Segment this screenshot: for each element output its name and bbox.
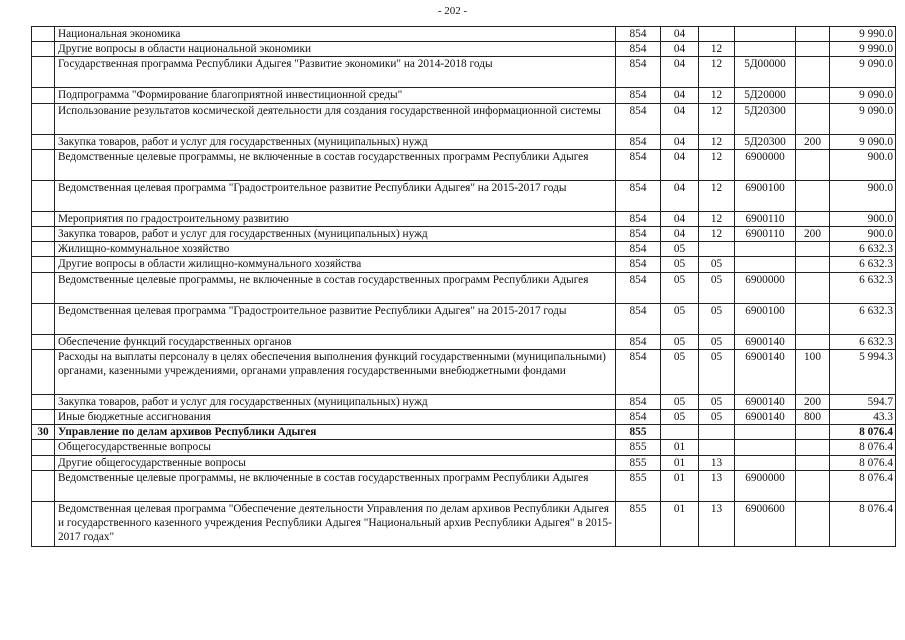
section-cell: 04	[661, 88, 699, 103]
amount-cell: 43.3	[830, 410, 896, 425]
amount-cell: 900.0	[830, 211, 896, 226]
amount-cell: 900.0	[830, 149, 896, 180]
ved-code-cell: 854	[616, 211, 661, 226]
ved-code-cell: 854	[616, 57, 661, 88]
ved-code-cell: 855	[616, 425, 661, 440]
table-row	[32, 440, 896, 455]
expense-type-cell	[796, 180, 830, 211]
subsection-cell: 05	[699, 349, 735, 394]
section-cell: 05	[661, 272, 699, 303]
expense-type-cell: 200	[796, 227, 830, 242]
table-row	[32, 470, 896, 501]
expense-type-cell	[796, 149, 830, 180]
name-cell: Другие вопросы в области жилищно-коммунального хозяйства	[55, 257, 616, 272]
ved-code-cell: 854	[616, 349, 661, 394]
target-article-cell: 5Д20300	[735, 103, 796, 134]
section-cell: 04	[661, 27, 699, 42]
section-cell: 05	[661, 410, 699, 425]
subsection-cell: 12	[699, 134, 735, 149]
subsection-cell	[699, 440, 735, 455]
amount-cell: 9 090.0	[830, 57, 896, 88]
table-row	[32, 103, 896, 134]
name-cell: Подпрограмма "Формирование благоприятной инвестиционной среды"	[55, 88, 616, 103]
ved-code-cell: 854	[616, 334, 661, 349]
target-article-cell: 6900140	[735, 394, 796, 409]
target-article-cell: 5Д00000	[735, 57, 796, 88]
target-article-cell: 6900110	[735, 211, 796, 226]
amount-cell: 8 076.4	[830, 501, 896, 546]
row-number-cell: 30	[32, 425, 55, 440]
target-article-cell	[735, 440, 796, 455]
expense-type-cell	[796, 42, 830, 57]
row-number-cell	[32, 455, 55, 470]
name-cell: Расходы на выплаты персоналу в целях обеспечения выполнения функций государственными (муниципальными) органами, казенными учреждениями, органами управления государственными внебюджетными фондами	[55, 349, 616, 394]
subsection-cell: 05	[699, 334, 735, 349]
subsection-cell	[699, 425, 735, 440]
section-cell: 04	[661, 103, 699, 134]
table-row	[32, 227, 896, 242]
amount-cell: 5 994.3	[830, 349, 896, 394]
section-cell: 04	[661, 134, 699, 149]
subsection-cell: 05	[699, 303, 735, 334]
table-row	[32, 42, 896, 57]
amount-cell: 8 076.4	[830, 440, 896, 455]
section-cell	[661, 425, 699, 440]
subsection-cell: 12	[699, 211, 735, 226]
ved-code-cell: 854	[616, 27, 661, 42]
amount-cell: 9 090.0	[830, 88, 896, 103]
row-number-cell	[32, 242, 55, 257]
target-article-cell: 6900100	[735, 180, 796, 211]
amount-cell: 9 990.0	[830, 42, 896, 57]
ved-code-cell: 854	[616, 134, 661, 149]
amount-cell: 9 990.0	[830, 27, 896, 42]
name-cell: Общегосударственные вопросы	[55, 440, 616, 455]
expense-type-cell	[796, 211, 830, 226]
ved-code-cell: 855	[616, 455, 661, 470]
row-number-cell	[32, 410, 55, 425]
expense-type-cell	[796, 440, 830, 455]
table-row	[32, 180, 896, 211]
table-row	[32, 134, 896, 149]
target-article-cell: 6900140	[735, 349, 796, 394]
subsection-cell	[699, 27, 735, 42]
expense-type-cell: 800	[796, 410, 830, 425]
row-number-cell	[32, 272, 55, 303]
row-number-cell	[32, 349, 55, 394]
name-cell: Управление по делам архивов Республики Адыгея	[55, 425, 616, 440]
expense-type-cell	[796, 103, 830, 134]
name-cell: Национальная экономика	[55, 27, 616, 42]
row-number-cell	[32, 394, 55, 409]
table-row	[32, 334, 896, 349]
expense-type-cell	[796, 57, 830, 88]
table-row	[32, 57, 896, 88]
target-article-cell	[735, 455, 796, 470]
target-article-cell: 5Д20300	[735, 134, 796, 149]
page-number: - 202 -	[437, 5, 468, 17]
target-article-cell	[735, 425, 796, 440]
amount-cell: 900.0	[830, 227, 896, 242]
table-row	[32, 501, 896, 546]
amount-cell: 594.7	[830, 394, 896, 409]
row-number-cell	[32, 501, 55, 546]
name-cell: Мероприятия по градостроительному развитию	[55, 211, 616, 226]
amount-cell: 6 632.3	[830, 334, 896, 349]
expense-type-cell: 100	[796, 349, 830, 394]
ved-code-cell: 854	[616, 257, 661, 272]
section-cell: 01	[661, 440, 699, 455]
target-article-cell	[735, 257, 796, 272]
target-article-cell: 6900000	[735, 272, 796, 303]
section-cell: 04	[661, 149, 699, 180]
table-body	[32, 27, 896, 547]
table-row	[32, 27, 896, 42]
name-cell: Закупка товаров, работ и услуг для государственных (муниципальных) нужд	[55, 394, 616, 409]
row-number-cell	[32, 257, 55, 272]
subsection-cell: 12	[699, 180, 735, 211]
expense-type-cell	[796, 455, 830, 470]
budget-table	[31, 26, 896, 547]
table-row	[32, 242, 896, 257]
section-cell: 04	[661, 227, 699, 242]
amount-cell: 9 090.0	[830, 103, 896, 134]
row-number-cell	[32, 470, 55, 501]
subsection-cell: 12	[699, 227, 735, 242]
subsection-cell: 05	[699, 257, 735, 272]
subsection-cell: 12	[699, 149, 735, 180]
name-cell: Жилищно-коммунальное хозяйство	[55, 242, 616, 257]
section-cell: 01	[661, 501, 699, 546]
amount-cell: 6 632.3	[830, 257, 896, 272]
target-article-cell: 6900000	[735, 470, 796, 501]
row-number-cell	[32, 227, 55, 242]
name-cell: Другие общегосударственные вопросы	[55, 455, 616, 470]
section-cell: 04	[661, 42, 699, 57]
expense-type-cell	[796, 334, 830, 349]
row-number-cell	[32, 27, 55, 42]
expense-type-cell: 200	[796, 394, 830, 409]
section-cell: 05	[661, 394, 699, 409]
subsection-cell: 13	[699, 470, 735, 501]
name-cell: Другие вопросы в области национальной экономики	[55, 42, 616, 57]
row-number-cell	[32, 334, 55, 349]
name-cell: Ведомственная целевая программа "Градостроительное развитие Республики Адыгея" на 2015-2017 годы	[55, 303, 616, 334]
target-article-cell	[735, 242, 796, 257]
expense-type-cell	[796, 425, 830, 440]
name-cell: Государственная программа Республики Адыгея "Развитие экономики" на 2014-2018 годы	[55, 57, 616, 88]
row-number-cell	[32, 211, 55, 226]
ved-code-cell: 854	[616, 227, 661, 242]
amount-cell: 6 632.3	[830, 242, 896, 257]
ved-code-cell: 854	[616, 410, 661, 425]
row-number-cell	[32, 180, 55, 211]
expense-type-cell	[796, 303, 830, 334]
amount-cell: 6 632.3	[830, 303, 896, 334]
name-cell: Обеспечение функций государственных органов	[55, 334, 616, 349]
target-article-cell	[735, 42, 796, 57]
section-cell: 05	[661, 334, 699, 349]
ved-code-cell: 854	[616, 42, 661, 57]
table-row	[32, 455, 896, 470]
target-article-cell: 5Д20000	[735, 88, 796, 103]
subsection-cell: 05	[699, 394, 735, 409]
table-row	[32, 394, 896, 409]
name-cell: Ведомственные целевые программы, не включенные в состав государственных программ Республики Адыгея	[55, 470, 616, 501]
expense-type-cell	[796, 470, 830, 501]
table-row	[32, 349, 896, 394]
expense-type-cell	[796, 272, 830, 303]
row-number-cell	[32, 57, 55, 88]
name-cell: Ведомственная целевая программа "Градостроительное развитие Республики Адыгея" на 2015-2017 годы	[55, 180, 616, 211]
row-number-cell	[32, 134, 55, 149]
name-cell: Ведомственная целевая программа "Обеспечение деятельности Управления по делам архивов Республики Адыгея и государственного казенного учреждения Республики Адыгея "Национальный архив Республики Адыгея" в 2015-2017 годах"	[55, 501, 616, 546]
ved-code-cell: 854	[616, 394, 661, 409]
row-number-cell	[32, 303, 55, 334]
name-cell: Иные бюджетные ассигнования	[55, 410, 616, 425]
name-cell: Ведомственные целевые программы, не включенные в состав государственных программ Республики Адыгея	[55, 272, 616, 303]
section-cell: 04	[661, 180, 699, 211]
ved-code-cell: 854	[616, 242, 661, 257]
ved-code-cell: 855	[616, 470, 661, 501]
amount-cell: 900.0	[830, 180, 896, 211]
name-cell: Ведомственные целевые программы, не включенные в состав государственных программ Республики Адыгея	[55, 149, 616, 180]
section-cell: 05	[661, 242, 699, 257]
expense-type-cell	[796, 88, 830, 103]
table-row	[32, 303, 896, 334]
target-article-cell	[735, 27, 796, 42]
ved-code-cell: 854	[616, 272, 661, 303]
table-row	[32, 410, 896, 425]
ved-code-cell: 854	[616, 180, 661, 211]
name-cell: Закупка товаров, работ и услуг для государственных (муниципальных) нужд	[55, 227, 616, 242]
amount-cell: 8 076.4	[830, 455, 896, 470]
table-row	[32, 272, 896, 303]
row-number-cell	[32, 149, 55, 180]
section-cell: 05	[661, 349, 699, 394]
name-cell: Закупка товаров, работ и услуг для государственных (муниципальных) нужд	[55, 134, 616, 149]
section-cell: 05	[661, 257, 699, 272]
target-article-cell: 6900140	[735, 334, 796, 349]
subsection-cell	[699, 242, 735, 257]
subsection-cell: 05	[699, 410, 735, 425]
section-cell: 04	[661, 57, 699, 88]
row-number-cell	[32, 88, 55, 103]
expense-type-cell	[796, 501, 830, 546]
ved-code-cell: 855	[616, 440, 661, 455]
row-number-cell	[32, 103, 55, 134]
ved-code-cell: 854	[616, 149, 661, 180]
subsection-cell: 12	[699, 57, 735, 88]
subsection-cell: 12	[699, 103, 735, 134]
expense-type-cell	[796, 242, 830, 257]
ved-code-cell: 854	[616, 303, 661, 334]
section-cell: 01	[661, 470, 699, 501]
amount-cell: 8 076.4	[830, 470, 896, 501]
name-cell: Использование результатов космической деятельности для создания государственной информационной системы	[55, 103, 616, 134]
table-row	[32, 425, 896, 440]
row-number-cell	[32, 42, 55, 57]
amount-cell: 9 090.0	[830, 134, 896, 149]
expense-type-cell	[796, 27, 830, 42]
expense-type-cell	[796, 257, 830, 272]
target-article-cell: 6900100	[735, 303, 796, 334]
amount-cell: 6 632.3	[830, 272, 896, 303]
subsection-cell: 12	[699, 88, 735, 103]
ved-code-cell: 854	[616, 103, 661, 134]
ved-code-cell: 854	[616, 88, 661, 103]
subsection-cell: 12	[699, 42, 735, 57]
table-row	[32, 149, 896, 180]
row-number-cell	[32, 440, 55, 455]
section-cell: 05	[661, 303, 699, 334]
section-cell: 04	[661, 211, 699, 226]
ved-code-cell: 855	[616, 501, 661, 546]
table-row	[32, 257, 896, 272]
target-article-cell: 6900000	[735, 149, 796, 180]
section-cell: 01	[661, 455, 699, 470]
table-row	[32, 88, 896, 103]
target-article-cell: 6900140	[735, 410, 796, 425]
subsection-cell: 13	[699, 455, 735, 470]
subsection-cell: 13	[699, 501, 735, 546]
amount-cell: 8 076.4	[830, 425, 896, 440]
expense-type-cell: 200	[796, 134, 830, 149]
target-article-cell: 6900600	[735, 501, 796, 546]
table-row	[32, 211, 896, 226]
subsection-cell: 05	[699, 272, 735, 303]
target-article-cell: 6900110	[735, 227, 796, 242]
